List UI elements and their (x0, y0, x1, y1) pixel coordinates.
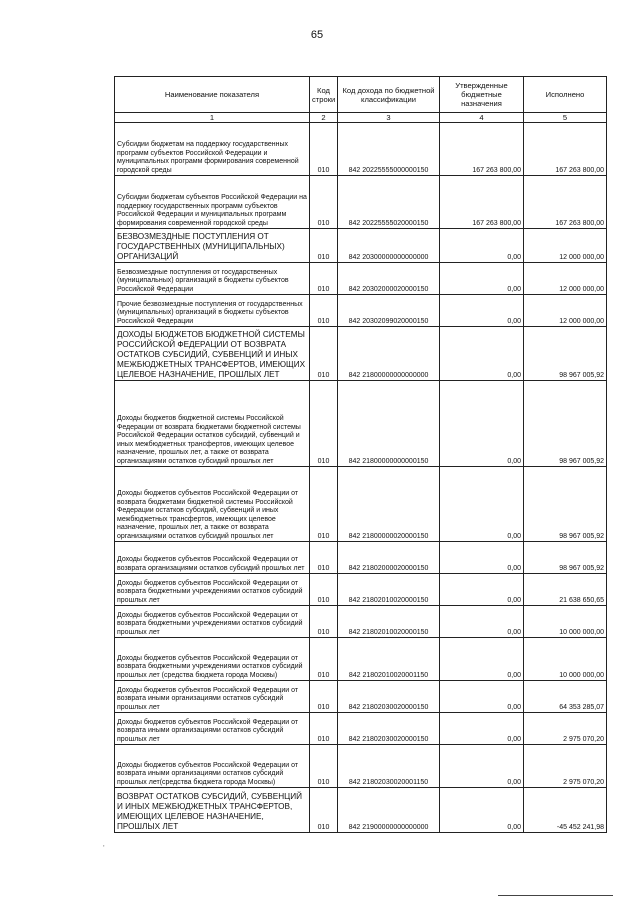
row-income-code: 842 21802030020001150 (338, 745, 440, 788)
row-indicator-name: Доходы бюджетов субъектов Российской Федерации от возврата иными организациями остатков субсидий прошлых лет (115, 713, 310, 745)
row-income-code: 842 20302000020000150 (338, 263, 440, 295)
row-line-code: 010 (310, 381, 338, 467)
row-income-code: 842 20302099020000150 (338, 295, 440, 327)
table-row (115, 295, 607, 327)
column-number-row (115, 113, 607, 123)
row-income-code: 842 21802010020000150 (338, 574, 440, 606)
row-approved: 167 263 800,00 (440, 123, 524, 176)
row-indicator-name: ДОХОДЫ БЮДЖЕТОВ БЮДЖЕТНОЙ СИСТЕМЫ РОССИЙСКОЙ ФЕДЕРАЦИИ ОТ ВОЗВРАТА ОСТАТКОВ СУБСИДИЙ, СУБВЕНЦИЙ И ИНЫХ МЕЖБЮДЖЕТНЫХ ТРАНСФЕРТОВ, ИМЕЮЩИХ ЦЕЛЕВОЕ НАЗНАЧЕНИЕ, ПРОШЛЫХ ЛЕТ (115, 327, 310, 381)
row-income-code: 842 21802030020000150 (338, 713, 440, 745)
row-income-code: 842 21800000020000150 (338, 467, 440, 542)
row-line-code: 010 (310, 229, 338, 263)
row-line-code: 010 (310, 745, 338, 788)
table-row (115, 381, 607, 467)
row-approved: 0,00 (440, 745, 524, 788)
row-indicator-name: Субсидии бюджетам на поддержку государственных программ субъектов Российской Федерации и муниципальных программ формирования современной городской среды (115, 123, 310, 176)
table-row (115, 574, 607, 606)
column-number: 4 (440, 113, 524, 123)
row-line-code: 010 (310, 713, 338, 745)
footer-rule (498, 895, 613, 896)
table-row (115, 229, 607, 263)
row-income-code: 842 21900000000000000 (338, 788, 440, 833)
row-line-code: 010 (310, 681, 338, 713)
row-executed: 21 638 650,65 (524, 574, 607, 606)
row-approved: 0,00 (440, 381, 524, 467)
table-row (115, 788, 607, 833)
row-executed: 2 975 070,20 (524, 713, 607, 745)
income-report-table (114, 76, 607, 833)
row-indicator-name: Доходы бюджетов субъектов Российской Федерации от возврата иными организациями остатков субсидий прошлых лет (115, 681, 310, 713)
row-indicator-name: Доходы бюджетов субъектов Российской Федерации от возврата бюджетными учреждениями остатков субсидий прошлых лет (115, 574, 310, 606)
row-indicator-name: БЕЗВОЗМЕЗДНЫЕ ПОСТУПЛЕНИЯ ОТ ГОСУДАРСТВЕННЫХ (МУНИЦИПАЛЬНЫХ) ОРГАНИЗАЦИЙ (115, 229, 310, 263)
row-executed: 2 975 070,20 (524, 745, 607, 788)
row-approved: 0,00 (440, 229, 524, 263)
row-line-code: 010 (310, 788, 338, 833)
row-line-code: 010 (310, 176, 338, 229)
table-row (115, 123, 607, 176)
row-executed: -45 452 241,98 (524, 788, 607, 833)
row-approved: 167 263 800,00 (440, 176, 524, 229)
row-income-code: 842 21802000020000150 (338, 542, 440, 574)
table-row (115, 467, 607, 542)
table-row (115, 638, 607, 681)
row-executed: 98 967 005,92 (524, 467, 607, 542)
header-executed: Исполнено (524, 77, 607, 113)
row-line-code: 010 (310, 606, 338, 638)
row-executed: 98 967 005,92 (524, 327, 607, 381)
row-line-code: 010 (310, 542, 338, 574)
row-approved: 0,00 (440, 467, 524, 542)
row-approved: 0,00 (440, 606, 524, 638)
row-income-code: 842 21800000000000150 (338, 381, 440, 467)
row-approved: 0,00 (440, 681, 524, 713)
table-row (115, 327, 607, 381)
row-approved: 0,00 (440, 574, 524, 606)
header-approved: Утвержденные бюджетные назначения (440, 77, 524, 113)
row-approved: 0,00 (440, 295, 524, 327)
row-executed: 98 967 005,92 (524, 381, 607, 467)
table-row (115, 745, 607, 788)
row-indicator-name: Безвозмездные поступления от государственных (муниципальных) организаций в бюджеты субъектов Российской Федерации (115, 263, 310, 295)
row-executed: 10 000 000,00 (524, 606, 607, 638)
row-income-code: 842 21800000000000000 (338, 327, 440, 381)
row-executed: 12 000 000,00 (524, 263, 607, 295)
row-indicator-name: Доходы бюджетов субъектов Российской Федерации от возврата бюджетами бюджетной системы Российской Федерации остатков субсидий, субвенций и иных межбюджетных трансфертов, имеющих целевое назначение, прошлых лет, а также от возврата организациями остатков субсидий прошлых лет (115, 467, 310, 542)
table-row (115, 542, 607, 574)
page-number: 65 (310, 29, 324, 41)
row-indicator-name: Доходы бюджетов субъектов Российской Федерации от возврата иными организациями остатков субсидий прошлых лет(средства бюджета города Москвы) (115, 745, 310, 788)
row-income-code: 842 20225555000000150 (338, 123, 440, 176)
table-row (115, 263, 607, 295)
row-indicator-name: Прочие безвозмездные поступления от государственных (муниципальных) организаций в бюджеты субъектов Российской Федерации (115, 295, 310, 327)
row-line-code: 010 (310, 467, 338, 542)
row-indicator-name: ВОЗВРАТ ОСТАТКОВ СУБСИДИЙ, СУБВЕНЦИЙ И ИНЫХ МЕЖБЮДЖЕТНЫХ ТРАНСФЕРТОВ, ИМЕЮЩИХ ЦЕЛЕВОЕ НАЗНАЧЕНИЕ, ПРОШЛЫХ ЛЕТ (115, 788, 310, 833)
table-row (115, 176, 607, 229)
row-income-code: 842 20225555020000150 (338, 176, 440, 229)
row-line-code: 010 (310, 574, 338, 606)
row-executed: 10 000 000,00 (524, 638, 607, 681)
row-executed: 98 967 005,92 (524, 542, 607, 574)
stray-mark: , (103, 842, 105, 848)
row-indicator-name: Доходы бюджетов субъектов Российской Федерации от возврата организациями остатков субсидий прошлых лет (115, 542, 310, 574)
header-income-code: Код дохода по бюджетной классификации (338, 77, 440, 113)
row-indicator-name: Субсидии бюджетам субъектов Российской Федерации на поддержку государственных программ субъектов Российской Федерации и муниципальных программ формирования современной городской среды (115, 176, 310, 229)
row-line-code: 010 (310, 327, 338, 381)
row-income-code: 842 21802010020001150 (338, 638, 440, 681)
row-executed: 12 000 000,00 (524, 229, 607, 263)
column-number: 5 (524, 113, 607, 123)
header-indicator-name: Наименование показателя (115, 77, 310, 113)
row-executed: 12 000 000,00 (524, 295, 607, 327)
row-line-code: 010 (310, 295, 338, 327)
row-indicator-name: Доходы бюджетов бюджетной системы Российской Федерации от возврата бюджетами бюджетной системы Российской Федерации остатков субсидий, субвенций и иных межбюджетных трансфертов, имеющих целевое назначение, прошлых лет, а также от возврата организациями остатков субсидий прошлых лет (115, 381, 310, 467)
row-approved: 0,00 (440, 713, 524, 745)
row-approved: 0,00 (440, 542, 524, 574)
row-approved: 0,00 (440, 788, 524, 833)
row-indicator-name: Доходы бюджетов субъектов Российской Федерации от возврата бюджетными учреждениями остатков субсидий прошлых лет (115, 606, 310, 638)
row-income-code: 842 21802030020000150 (338, 681, 440, 713)
row-line-code: 010 (310, 638, 338, 681)
header-line-code: Код строки (310, 77, 338, 113)
row-income-code: 842 20300000000000000 (338, 229, 440, 263)
table-row (115, 713, 607, 745)
table-header-row (115, 77, 607, 113)
row-approved: 0,00 (440, 638, 524, 681)
row-approved: 0,00 (440, 327, 524, 381)
row-executed: 167 263 800,00 (524, 176, 607, 229)
column-number: 1 (115, 113, 310, 123)
row-line-code: 010 (310, 263, 338, 295)
row-indicator-name: Доходы бюджетов субъектов Российской Федерации от возврата бюджетными учреждениями остатков субсидий прошлых лет (средства бюджета города Москвы) (115, 638, 310, 681)
row-executed: 167 263 800,00 (524, 123, 607, 176)
row-approved: 0,00 (440, 263, 524, 295)
table-row (115, 681, 607, 713)
row-executed: 64 353 285,07 (524, 681, 607, 713)
column-number: 2 (310, 113, 338, 123)
row-income-code: 842 21802010020000150 (338, 606, 440, 638)
column-number: 3 (338, 113, 440, 123)
table-row (115, 606, 607, 638)
row-line-code: 010 (310, 123, 338, 176)
